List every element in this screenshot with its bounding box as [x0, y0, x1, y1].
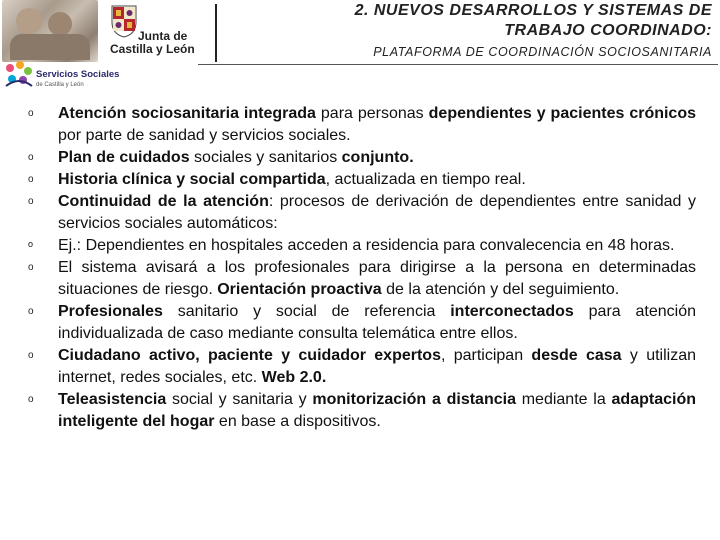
- servicios-sociales-logo-text: [36, 70, 119, 90]
- bullet-text: social y sanitaria y: [166, 391, 313, 408]
- bullet-text: mediante la: [515, 391, 612, 408]
- bullet-marker-icon: o: [28, 306, 34, 317]
- bullet-text-bold: Atención sociosanitaria integrada: [58, 105, 316, 122]
- sub-bullet-item: [28, 235, 696, 257]
- bullet-item: [28, 103, 696, 147]
- bullet-text-bold: Web 2.0.: [261, 369, 327, 386]
- header-photo: [2, 0, 98, 62]
- bullet-text-bold: Plan de cuidados: [58, 149, 190, 166]
- bullet-marker-icon: o: [28, 174, 34, 185]
- bullet-text-bold: Orientación proactiva: [217, 281, 382, 298]
- bullet-marker-icon: o: [28, 152, 34, 163]
- bullet-item: [28, 345, 696, 389]
- bullet-marker-icon: o: [28, 394, 34, 405]
- jcyl-crest-icon: [110, 4, 138, 38]
- bullet-list: [28, 103, 696, 433]
- bullet-text: El sistema avisará a los profesionales para dirigirse a la persona en determinadas situaciones de riesgo.: [58, 259, 696, 298]
- bullet-item: [28, 301, 696, 345]
- sub-bullet-marker-icon: o: [28, 239, 34, 249]
- bullet-text-bold: dependientes y pacientes crónicos: [428, 105, 697, 122]
- page-title-line2: TRABAJO COORDINADO:: [504, 22, 712, 39]
- bullet-text-bold: conjunto.: [341, 149, 414, 166]
- bullet-marker-icon: o: [28, 108, 34, 119]
- bullet-text-bold: desde casa: [531, 347, 622, 364]
- bullet-text-bold: interconectados: [450, 303, 574, 320]
- bullet-item: [28, 147, 696, 169]
- bullet-text-bold: Ciudadano activo, paciente y cuidador expertos: [58, 347, 441, 364]
- bullet-text-bold: Teleasistencia: [58, 391, 167, 408]
- bullet-item: [28, 169, 696, 191]
- bullet-text: de la atención y del seguimiento.: [381, 281, 620, 298]
- bullet-text: para personas: [315, 105, 429, 122]
- header-divider-vertical: [215, 4, 217, 62]
- bullet-text: en base a dispositivos.: [214, 413, 381, 430]
- header-divider-horizontal: [198, 64, 718, 65]
- ss-logo-sub: de Castilla y León: [36, 82, 84, 88]
- jcyl-logo-line1: Junta de: [138, 29, 188, 43]
- bullet-text-bold: monitorización a distancia: [312, 391, 516, 408]
- bullet-text: por parte de sanidad y servicios sociales.: [58, 127, 351, 144]
- page-subtitle: PLATAFORMA DE COORDINACIÓN SOCIOSANITARIA: [373, 45, 712, 59]
- jcyl-logo-line2: Castilla y León: [110, 42, 195, 56]
- bullet-text: sanitario y social de referencia: [162, 303, 451, 320]
- bullet-item: [28, 389, 696, 433]
- bullet-text: : procesos de derivación de dependientes entre sanidad y servicios sociales automáticos:: [58, 193, 696, 232]
- page-title-line1: 2. NUEVOS DESARROLLOS Y SISTEMAS DE: [354, 2, 712, 19]
- bullet-item: [28, 191, 696, 235]
- bullet-marker-icon: o: [28, 196, 34, 207]
- bullet-text: y utilizan internet, redes sociales, etc.: [58, 347, 697, 386]
- bullet-text: , participan: [440, 347, 532, 364]
- servicios-sociales-logo-icon: [2, 60, 36, 90]
- bullet-marker-icon: o: [28, 350, 34, 361]
- ss-logo-name: Servicios Sociales: [36, 69, 120, 80]
- bullet-text-bold: Continuidad de la atención: [58, 193, 269, 210]
- bullet-text: , actualizada en tiempo real.: [325, 171, 526, 188]
- bullet-text-bold: adaptación inteligente del hogar: [58, 391, 696, 430]
- bullet-text-bold: Historia clínica y social compartida: [58, 171, 326, 188]
- sub-bullet-text: Ej.: Dependientes en hospitales acceden a residencia para convalecencia en 48 horas.: [58, 237, 675, 254]
- bullet-text-bold: Profesionales: [58, 303, 163, 320]
- bullet-text: para atención individualizada de caso mediante consulta telemática entre ellos.: [58, 303, 696, 342]
- bullet-text: sociales y sanitarios: [189, 149, 342, 166]
- bullet-item: [28, 257, 696, 301]
- bullet-marker-icon: o: [28, 262, 34, 273]
